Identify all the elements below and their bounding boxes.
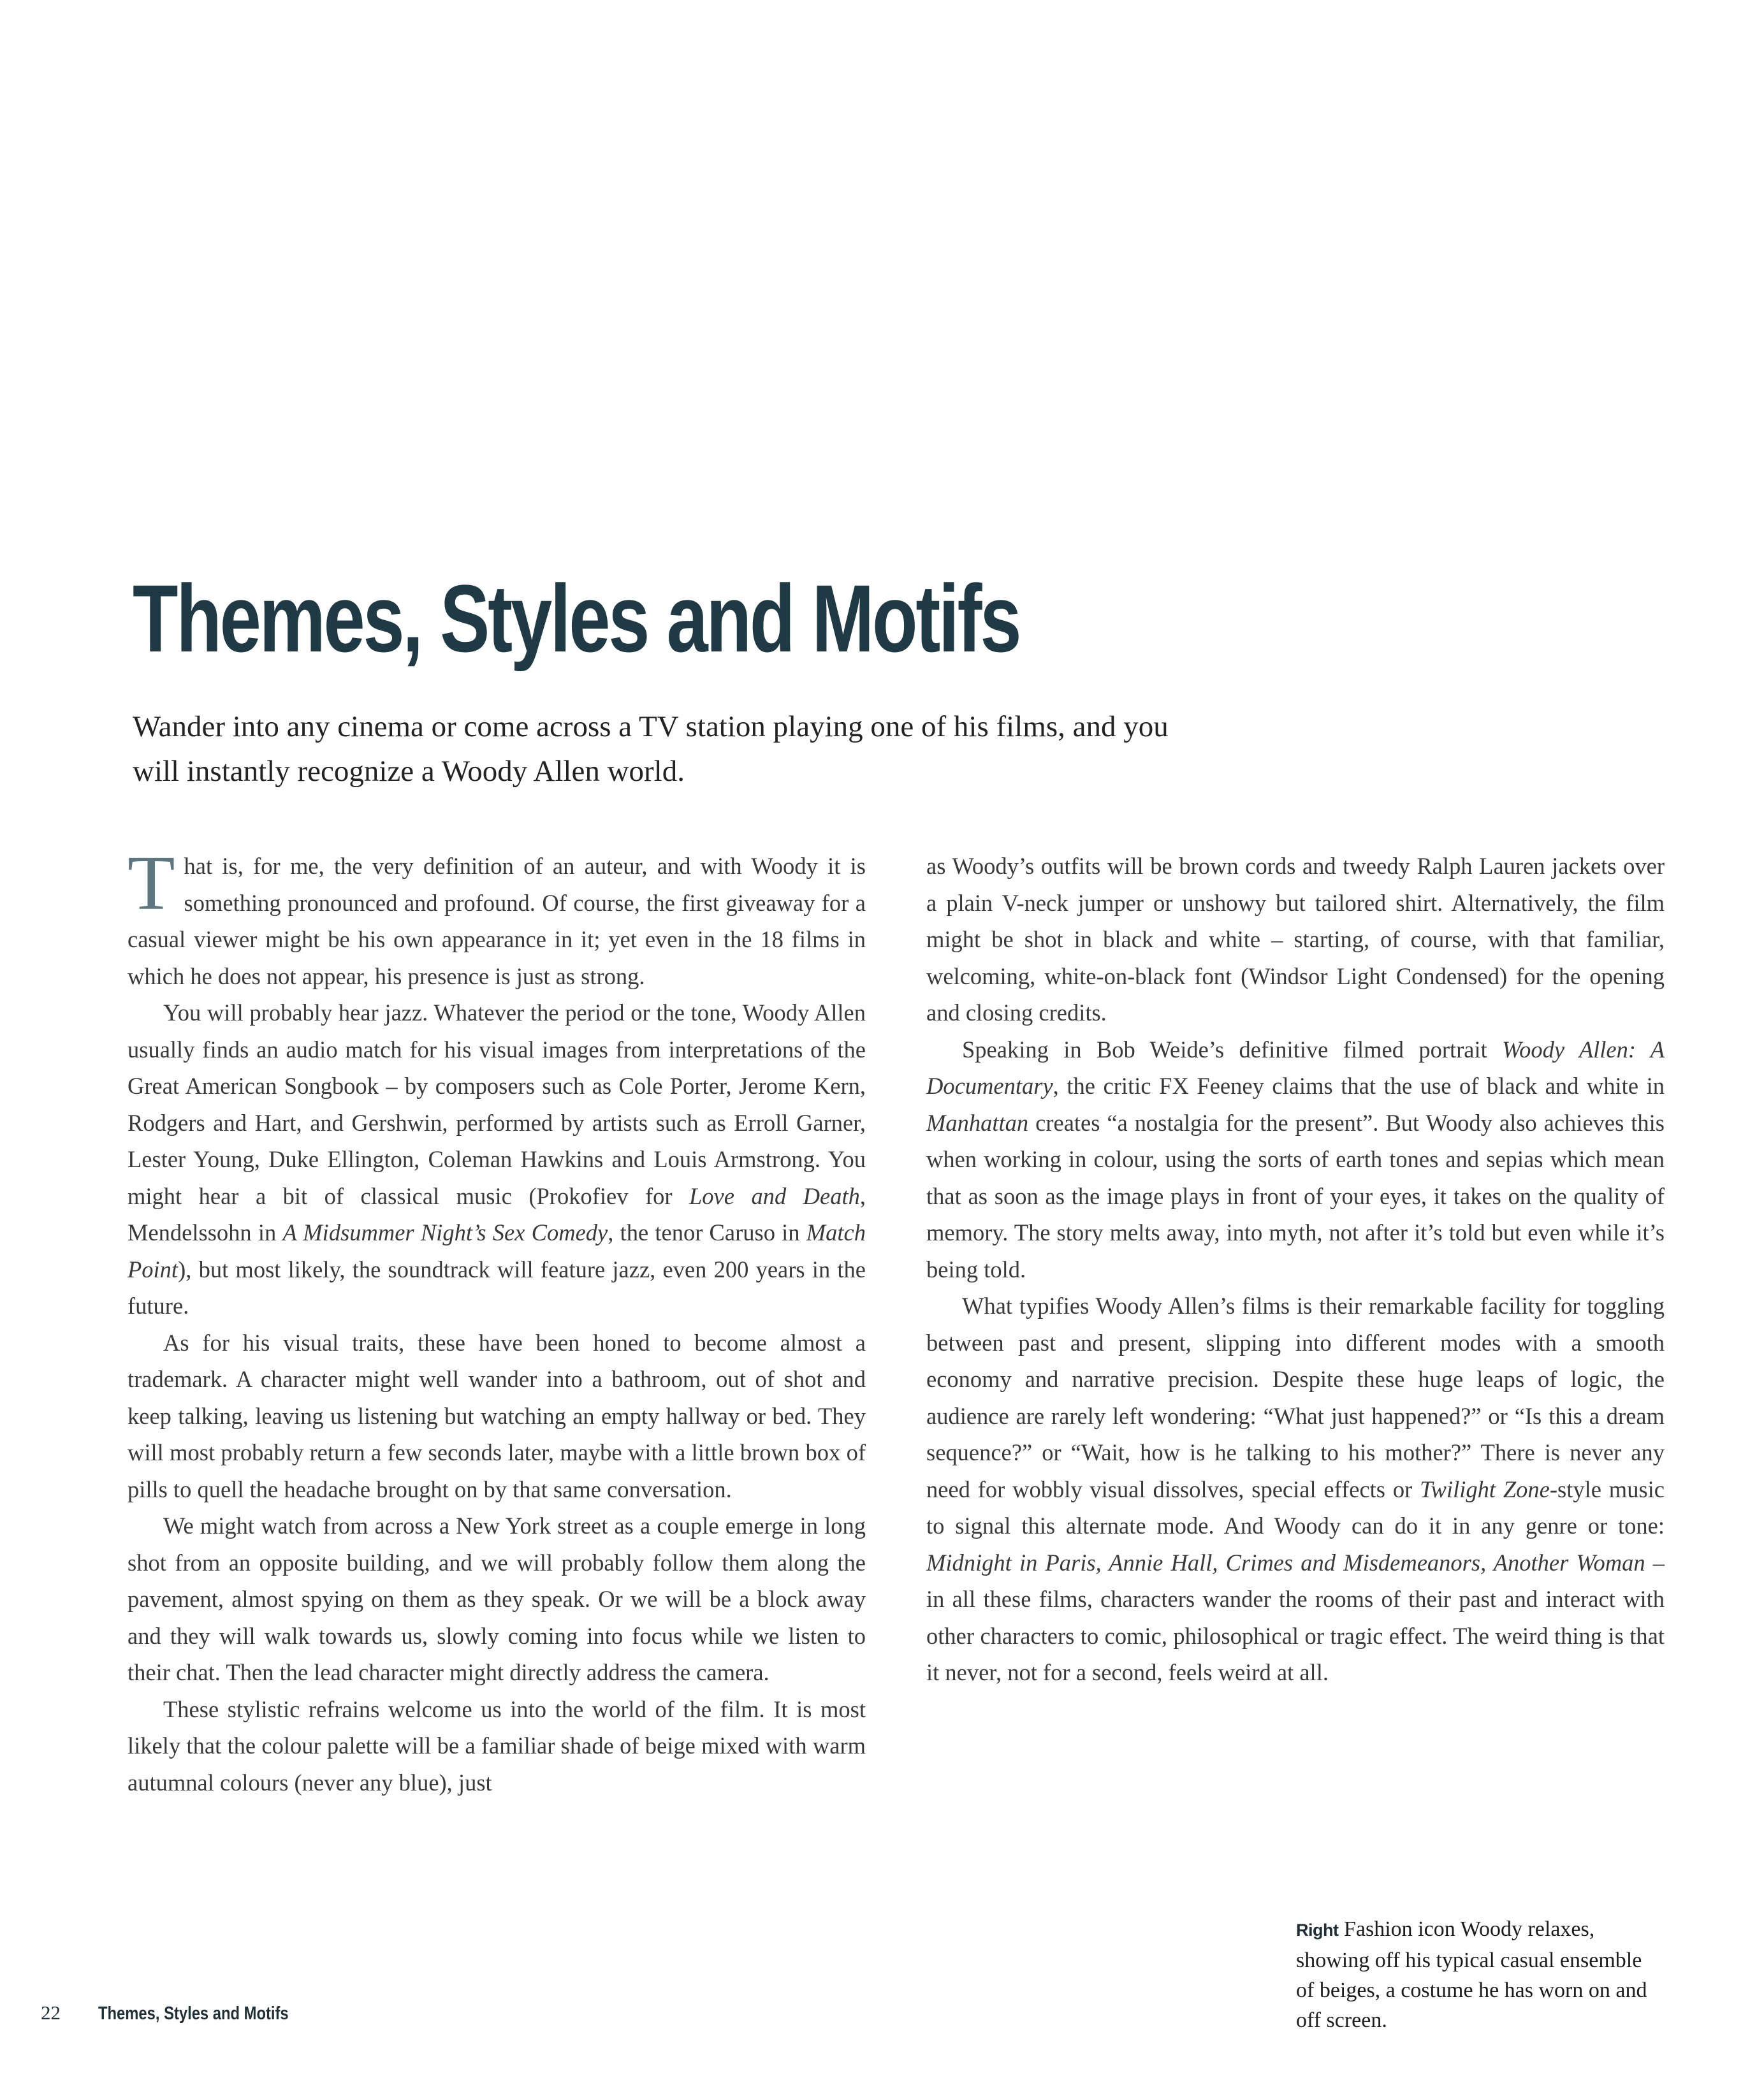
film-title: Love and Death: [689, 1182, 860, 1209]
body-column-left: [128, 840, 866, 1801]
caption-text: Fashion icon Woody relaxes, showing off his typical casual ensemble of beiges, a costume he has worn on and off screen.: [1296, 1917, 1647, 2032]
photo-caption: [1296, 1914, 1653, 2035]
film-title: Twilight Zone: [1420, 1476, 1550, 1502]
running-head: Themes, Styles and Motifs: [98, 2003, 289, 2024]
standfirst: Wander into any cinema or come across a TV station playing one of his films, and you will instantly recognize a Woody Allen world.: [133, 710, 1169, 788]
paragraph: You will probably hear jazz. Whatever the period or the tone, Woody Allen usually finds an audio match for his visual images from interpretations of the Great American Songbook – by composers such as Cole Porter, Jerome Kern, Rodgers and Hart, and Gershwin, performed by artists such as Erroll Garner, Lester Young, Duke Ellington, Coleman Hawkins and Louis Armstrong. You might hear a bit of classical music (Prokofiev for Love and Death, Mendelssohn in A Midsummer Night’s Sex Comedy, the tenor Caruso in Match Point), but most likely, the soundtrack will feature jazz, even 200 years in the future.: [128, 999, 866, 1319]
paragraph: What typifies Woody Allen’s films is their remarkable facility for toggling between past and present, slipping into different modes with a smooth economy and narrative precision. Despite these huge leaps of logic, the audience are rarely left wondering: “What just happened?” or “Is this a dream sequence?” or “Wait, how is he talking to his mother?” There is never any need for wobbly visual dissolves, special effects or Twilight Zone-style music to signal this alternate mode. And Woody can do it in any genre or tone: Midnight in Paris, Annie Hall, Crimes and Misdemeanors, Another Woman – in all these films, characters wander the rooms of their past and interact with other characters to comic, philosophical or tragic effect. The weird thing is that it never, not for a second, feels weird at all.: [926, 1293, 1665, 1685]
film-title: A Midsummer Night’s Sex Comedy: [282, 1219, 608, 1246]
paragraph: Speaking in Bob Weide’s definitive filmed portrait Woody Allen: A Documentary, the critic FX Feeney claims that the use of black and white in Manhattan creates “a nostalgia for the present”. But Woody also achieves this when working in colour, using the sorts of earth tones and sepias which mean that as soon as the image plays in front of your eyes, it takes on the quality of memory. The story melts away, into myth, not after it’s told but even while it’s being told.: [926, 1036, 1665, 1282]
paragraph: As for his visual traits, these have been honed to become almost a trademark. A character might well wander into a bathroom, out of shot and keep talking, leaving us listening but watching an empty hallway or bed. They will most probably return a few seconds later, maybe with a little brown box of pills to quell the headache brought on by that same conversation.: [128, 1329, 866, 1502]
chapter-title: Themes, Styles and Motifs: [133, 565, 1020, 672]
paragraph: We might watch from across a New York street as a couple emerge in long shot from an opposite building, and we will probably follow them along the pavement, almost spying on them as they speak. Or we will be a block away and they will walk towards us, slowly coming into focus while we listen to their chat. Then the lead character might directly address the camera.: [128, 1513, 866, 1685]
page-number: 22: [41, 2001, 61, 2024]
body-column-right: [926, 848, 1665, 1691]
drop-cap: T: [128, 840, 175, 926]
film-title: Woody Allen: A Documentary: [926, 1036, 1665, 1099]
page-footer: [41, 2001, 330, 2030]
film-title: Manhattan: [926, 1109, 1029, 1136]
paragraph: These stylistic refrains welcome us into the world of the film. It is most likely that the colour palette will be a familiar shade of beige mixed with warm autumnal colours (never any blue), just: [128, 1696, 866, 1796]
paragraph: as Woody’s outfits will be brown cords and tweedy Ralph Lauren jackets over a plain V-neck jumper or unshowy but tailored shirt. Alternatively, the film might be shot in black and white – starting, of course, with that familiar, welcoming, white-on-black font (Windsor Light Condensed) for the opening and closing credits.: [926, 853, 1665, 1026]
paragraph: That is, for me, the very definition of an auteur, and with Woody it is something pronounced and profound. Of course, the first giveaway for a casual viewer might be his own appearance in it; yet even in the 18 films in which he does not appear, his presence is just as strong.: [128, 840, 866, 989]
caption-label: Right: [1296, 1921, 1339, 1940]
film-title: Match Point: [128, 1219, 866, 1282]
film-title: Midnight in Paris, Annie Hall, Crimes and Misdemeanors, Another Woman: [926, 1549, 1645, 1576]
